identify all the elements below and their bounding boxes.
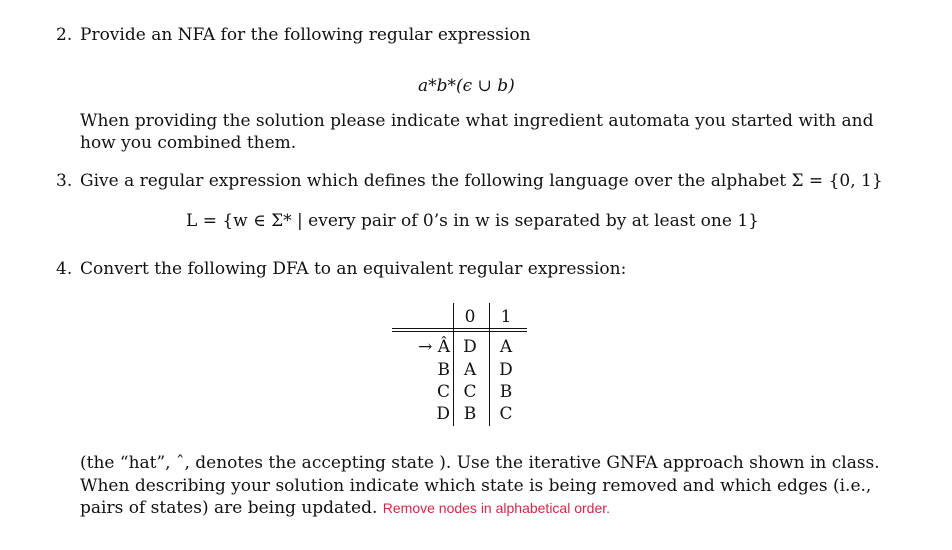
q2-note-line2: how you combined them.: [80, 133, 297, 153]
q3-language: L = {w ∈ Σ* | every pair of 0’s in w is separated by at least one 1}: [186, 211, 759, 231]
q2-prompt: Provide an NFA for the following regular expression: [80, 25, 531, 45]
q3-number: 3.: [56, 171, 73, 191]
table-header-rule-bottom: [392, 331, 527, 332]
table-divider-symbol: [489, 303, 490, 426]
table-header-rule-top: [392, 328, 527, 329]
q3-prompt: Give a regular expression which defines the following language over the alphabet Σ = {0, 1}: [80, 171, 883, 191]
q4-footer-line1: (the “hat”, ˆ, denotes the accepting state ). Use the iterative GNFA approach shown in class.: [80, 453, 880, 473]
table-header-0: 0: [464, 307, 476, 327]
table-row-on1: C: [499, 404, 513, 424]
q4-number: 4.: [56, 259, 73, 279]
table-row-on1: B: [499, 382, 513, 402]
q4-footer-line3-text: pairs of states) are being updated.: [80, 498, 378, 518]
q4-prompt: Convert the following DFA to an equivalent regular expression:: [80, 259, 627, 279]
table-row-on0: B: [463, 404, 477, 424]
q2-expression: a*b*(ϵ ∪ b): [418, 76, 515, 96]
table-row-state: B: [437, 360, 450, 380]
table-divider-state: [453, 303, 454, 426]
q2-number: 2.: [56, 25, 73, 45]
q4-footer-line2: When describing your solution indicate which state is being removed and which edges (i.e.,: [80, 476, 872, 496]
table-header-1: 1: [500, 307, 512, 327]
table-row-state: D: [436, 404, 450, 424]
q2-note-line1: When providing the solution please indicate what ingredient automata you started with and: [80, 111, 874, 131]
table-row-on0: C: [463, 382, 477, 402]
q4-footer-line3: [80, 500, 610, 517]
table-row-state: C: [436, 382, 450, 402]
table-row-on1: A: [499, 337, 513, 357]
table-row-state: → Â: [418, 337, 450, 357]
table-row-on1: D: [499, 360, 513, 380]
instructor-annotation: Remove nodes in alphabetical order.: [382, 500, 611, 516]
table-row-on0: D: [463, 337, 477, 357]
table-row-on0: A: [463, 360, 477, 380]
